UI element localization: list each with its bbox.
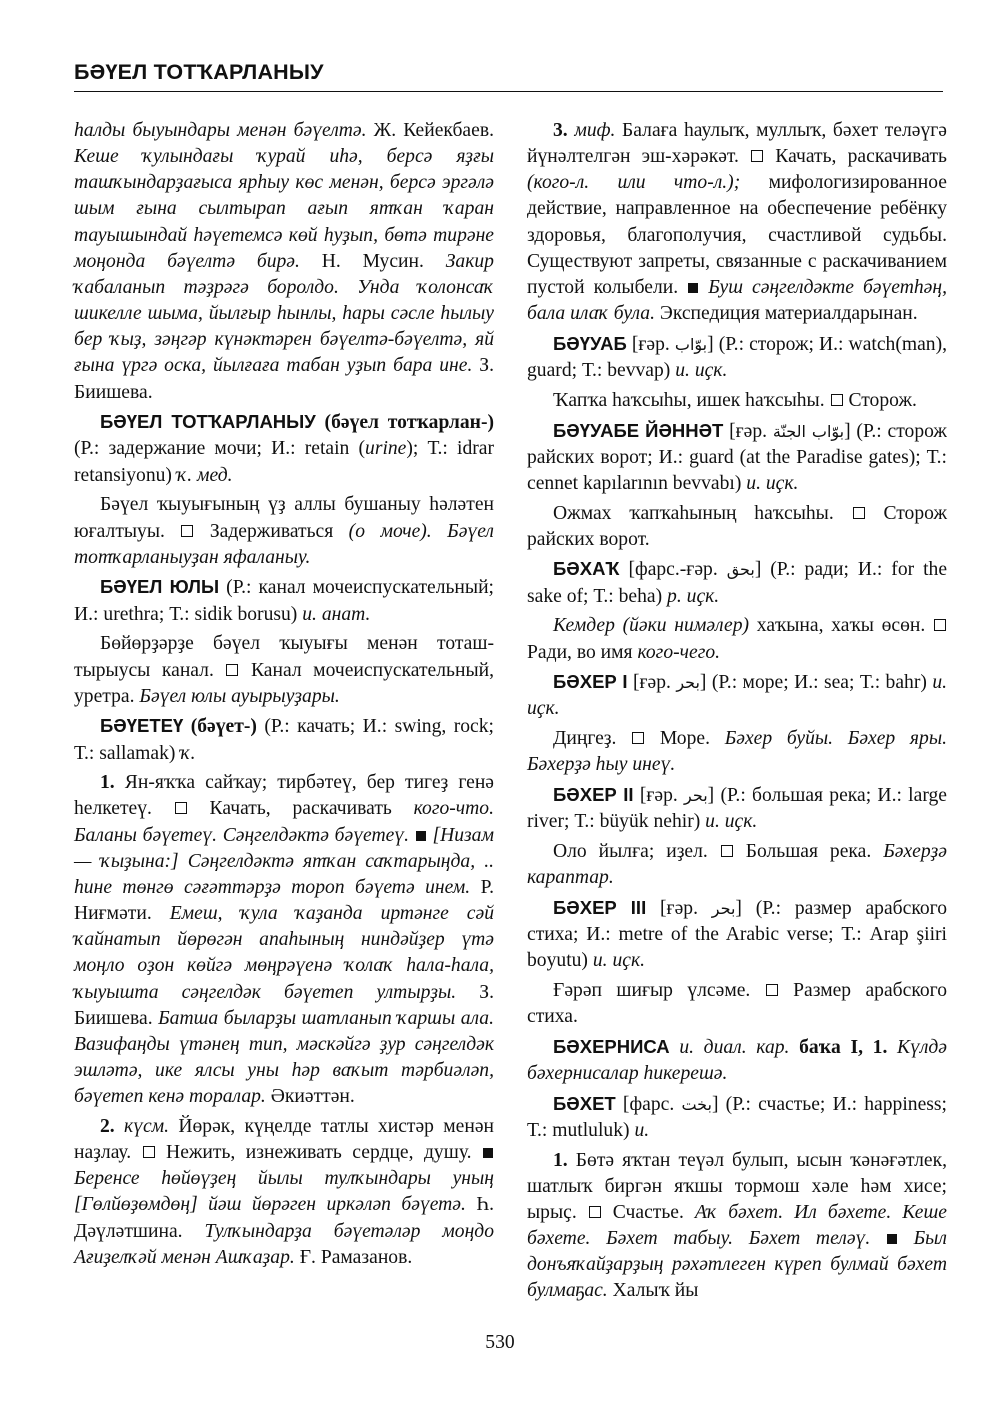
entry-baherinisa: БӘХЕРНИСА и. диал. кар. баҡа I, 1. Күлдә бәхернисалар һикерешә.: [527, 1035, 947, 1085]
headword: БӘХЕРНИСА: [553, 1035, 670, 1057]
sense-2: 2. күсм. Йөрәк, күңелде татлы хистәр менән наҙлау. Нежить, изнеживать сердце, душу. Беренсе һөйөүҙең йылы тулҡындары уның [Гөлйөҙөмдөң] йәш йөрәген иркәләп бәүетә. Һ. Дәүләтшина. Тулҡындарҙа бәүетәләр моңдо Ағиҙелҡәй менән Ашҡаҙар. Ғ. Рамазанов.: [74, 1115, 495, 1268]
definition: Ҡапҡа һаҡсыһы, ишек һаҡсыһы. Сторож.: [553, 389, 917, 411]
quotation-marker-icon: [483, 1148, 493, 1158]
russian-marker-icon: [831, 394, 843, 406]
sense-3: 3. миф. Балаға һаулыҡ, муллыҡ, бәхет теләүгә йүнәлтелгән эш-хәрәкәт. Качать, раскачивать (кого-л. или что-л.); мифологизированное действие, направленное на обеспечение ребёнку здоровья, благополучия, счастливой судьбы. Существуют запреты, связанные с раскачиванием пустой колыбели. Буш сәңгелдәкте бәүетһәң, бала илаҡ була. Экспедиция материалдарынан.: [527, 120, 948, 325]
headword: БӘҮУАБЕ ЙӘННӘТ: [553, 419, 724, 441]
entry-bauel-yuly: БӘҮЕЛ ЮЛЫ (Р.: канал мочеиспускательный; И.: urethra; Т.: sidik borusu) и. анат.: [74, 576, 495, 625]
left-column: [74, 118, 494, 1274]
russian-marker-icon: [853, 507, 865, 519]
russian-marker-icon: [934, 619, 946, 631]
right-column: [527, 118, 947, 1308]
entry-bauetteu: БӘҮЕТЕҮ (бәүет-) (Р.: качать; И.: swing, rock; Т.: sallamak) ҡ.: [74, 715, 494, 764]
entry-bauuabe-yannat: БӘҮУАБЕ ЙӘННӘТ [ғәр. بوّاب الجنّة] (Р.: сторож райских ворот; И.: guard (at the Paradise gates); Т.: cennet kapılarının bevvabı) и. иҫк.: [527, 419, 947, 494]
russian-marker-icon: [721, 845, 733, 857]
entry-bauuab: БӘҮУАБ [ғәр. بوّاب] (Р.: сторож; И.: watch(man), guard; Т.: bevvap) и. иҫк.: [527, 332, 948, 381]
russian-marker-icon: [751, 150, 763, 162]
definition: Оло йылға; иҙел. Большая река. Бәхерҙә караптар.: [527, 841, 947, 889]
headword: БӘХЕР I: [553, 671, 628, 693]
definition: Бәүел ҡыуығының үҙ аллы бушаныу һәләтен юғалтыуы. Задерживаться (о моче). Бәүел тотҡарланыуҙан яфаланыу.: [74, 494, 494, 568]
definition: Диңгеҙ. Море. Бәхер буйы. Бәхер яры. Бәхерҙә һыу инеү.: [527, 728, 947, 776]
entry-baher-3: БӘХЕР III [ғәр. بحر] (Р.: размер арабского стиха; И.: metre of the Arabic verse; Т.: Arap şiiri boyutu) и. иҫк.: [527, 896, 947, 972]
headword: БӘХЕР II: [553, 784, 634, 806]
quotation-marker-icon: [688, 283, 698, 293]
russian-marker-icon: [181, 525, 193, 537]
russian-marker-icon: [766, 984, 778, 996]
quotation-marker-icon: [416, 831, 426, 841]
entry-baher-1: БӘХЕР I [ғәр. بحر] (Р.: море; И.: sea; Т.: bahr) и. иҫк.: [527, 671, 948, 720]
header-rule: [74, 91, 943, 92]
russian-marker-icon: [589, 1206, 601, 1218]
definition: Бөйөрҙәрҙе бәүел ҡыуығы менән тоташтырыусы канал. Канал мочеиспускательный, уретра. Бәүел юлы ауырыуҙары.: [74, 633, 494, 707]
entry-bahak: БӘХАҠ [фарс.-ғәр. بحق] (Р.: ради; И.: for the sake of; Т.: beha) р. иҫк.: [527, 558, 948, 607]
definition: Кемдер (йәки нимәлер) хаҡына, хаҡы өсөн. Ради, во имя кого-чего.: [527, 613, 947, 665]
russian-marker-icon: [175, 802, 187, 814]
russian-marker-icon: [226, 664, 238, 676]
running-head: БӘҮЕЛ ТОТҠАРЛАНЫУ: [74, 60, 324, 84]
sense-1: 1. Ян-яҡҡа сайҡау; тирбәтеү, бер тигеҙ генә һелкетеү. Качать, раскачивать кого-что. Баланы бәүетеү. Сәңгелдәктә бәүетеү. [Низам — ҡыҙына:] Сәңгелдәктә ятҡан саҡтарыңда, .. һине төнгө сәғәттәрҙә тороп бәүетә инем. Р. Ниғмәти. Емеш, ҡула ҡаҙанда иртәнге сәй ҡайнатып йөрөгән апаһының ниндәйҙер үтә моңло оҙон көйгә мөңрәүенә ҡолаҡ һала-һала, ҡыуышта сәңгелдәк бәүетеп ултырҙы. З. Биишева. Батша быларҙы шатланып ҡаршы ала. Вазифаңды үтәнең тип, мәскәйгә ҙур сәңгелдәк эшләтә, ике ялсы уны һәр ваҡыт тәрбиәләп, бәүетеп кенә торалар. Әкиәттән.: [74, 772, 495, 1108]
entry-bahet: БӘХЕТ [фарс. بخت] (Р.: счастье; И.: happiness; Т.: mutluluk) и.: [527, 1092, 947, 1141]
russian-marker-icon: [632, 732, 644, 744]
headword: БӘҮЕЛ ТОТҠАРЛАНЫУ: [100, 411, 316, 433]
headword: БӘҮЕЛ ЮЛЫ: [100, 576, 220, 598]
quotation-marker-icon: [887, 1234, 897, 1244]
headword: БӘХЕР III: [553, 896, 647, 918]
entry-bauel-totkarlanyu: БӘҮЕЛ ТОТҠАРЛАНЫУ (бәүел тотҡарлан-) (Р.: задержание мочи; И.: retain (urine); Т.: idrar retansiyonu) ҡ. мед.: [74, 411, 495, 486]
headword: БӘХАҠ: [553, 558, 620, 580]
definition: Ғәрәп шиғыр үлсәме. Размер арабского стиха.: [527, 979, 948, 1028]
entry-baher-2: БӘХЕР II [ғәр. بحر] (Р.: большая река; И.: large river; Т.: büyük nehir) и. иҫк.: [527, 784, 947, 833]
paragraph-continuation: һалды быуындары менән бәүелтә. Ж. Кейекбаев. Кеше ҡулындағы ҡурай иһә, берсә яҙғы ташҡындарҙағыса ярһыу көс менән, берсә эргәлә шым ғына сылтырап ағып ятҡан ҡаран тауышындай һәүетемсә көй һуҙып, бөтә тирәне моңонда бәүелтә бирә. Н. Мусин. Закир ҡабаланып тәҙрәгә боролдо. Унда ҡолонсаҡ шикелле шыма, йылғыр һынлы, һары сәсле һылыу бер ҡыҙ, зәңгәр күнәктәрен бәүелтә-бәүелтә, яй ғына үргә оска, йылғаға табан уҙып бара ине. З. Биишева.: [74, 120, 494, 403]
page-number: 530: [485, 1332, 515, 1353]
headword: БӘҮУАБ: [553, 332, 627, 354]
headword: БӘХЕТ: [553, 1092, 616, 1114]
sense-1: 1. Бөтә яҡтан теүәл булып, ысын ҡәнәғәтлек, шатлыҡ биргән яҡшы тормош хәле һәм хисе; ырыҫ. Счастье. Аҡ бәхет. Ил бәхете. Кеше бәхете. Бәхет табыу. Бәхет теләү. Был донъяҡайҙарҙың рәхәтлеген күреп булмай бәхет булмаҕас. Халыҡ йы: [527, 1149, 947, 1302]
headword: БӘҮЕТЕҮ: [100, 715, 184, 737]
russian-marker-icon: [143, 1146, 155, 1158]
definition: Ожмах ҡапҡаһының һаҡсыһы. Сторож райских ворот.: [527, 502, 947, 550]
